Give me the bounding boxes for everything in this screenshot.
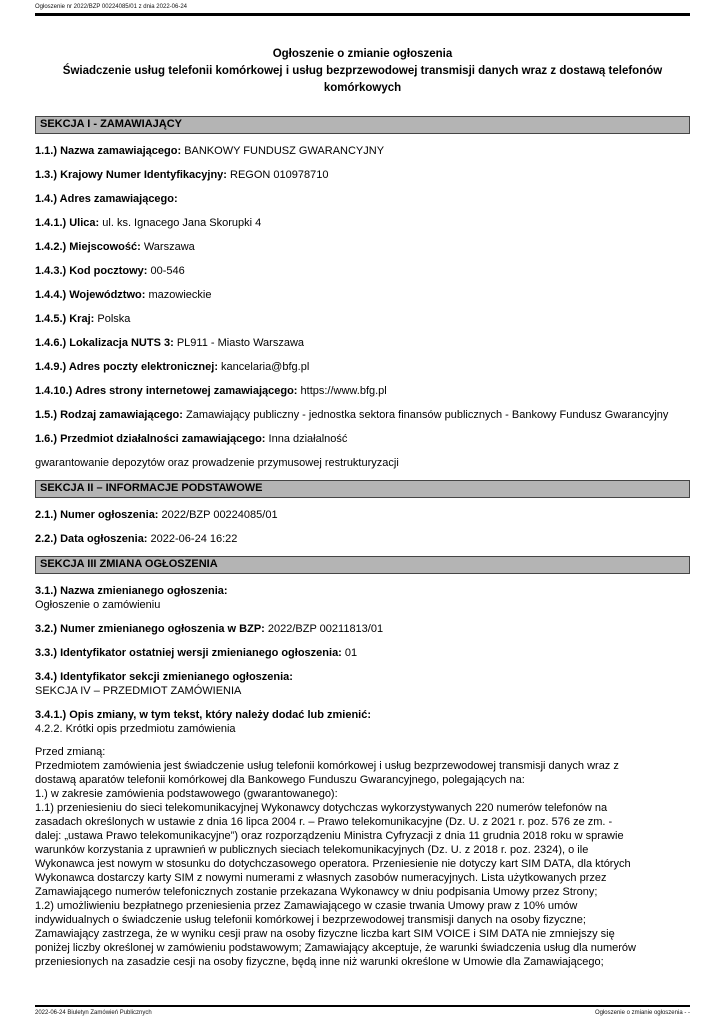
field-row — [35, 432, 690, 446]
field-label: 1.4.4.) Województwo: — [35, 289, 146, 301]
field-label: 3.4.1.) Opis zmiany, w tym tekst, który należy dodać lub zmienić: — [35, 709, 372, 721]
field-row — [35, 646, 690, 660]
field-row — [35, 264, 690, 278]
field-row — [35, 168, 690, 182]
field-value: 2022-06-24 16:22 — [150, 533, 238, 545]
field-value: Polska — [97, 313, 131, 325]
field-label: 1.4.5.) Kraj: — [35, 313, 95, 325]
field-value: 4.2.2. Krótki opis przedmiotu zamówienia — [35, 723, 236, 735]
field-value: SEKCJA IV – PRZEDMIOT ZAMÓWIENIA — [35, 685, 242, 697]
field-label: 3.1.) Nazwa zmienianego ogłoszenia: — [35, 585, 228, 597]
field-label: 2.1.) Numer ogłoszenia: — [35, 509, 159, 521]
field-value: Ogłoszenie o zamówieniu — [35, 599, 161, 611]
field-label: 2.2.) Data ogłoszenia: — [35, 533, 148, 545]
field-row — [35, 508, 690, 522]
field-value: Inna działalność — [268, 433, 348, 445]
field-row — [35, 216, 690, 230]
field-value: https://www.bfg.pl — [300, 385, 387, 397]
field-row — [35, 144, 690, 158]
field-row — [35, 532, 690, 546]
field-value: PL911 - Miasto Warszawa — [176, 337, 304, 349]
section-informacje-podstawowe — [35, 480, 690, 546]
footer — [35, 1005, 690, 1017]
field-value: BANKOWY FUNDUSZ GWARANCYJNY — [184, 145, 385, 157]
title-subject: Świadczenie usług telefonii komórkowej i usług bezprzewodowej transmisji danych wraz z dostawą telefonów komórkowych — [62, 65, 663, 94]
section-heading-bar: SEKCJA III ZMIANA OGŁOSZENIA — [35, 556, 690, 574]
field-row — [35, 360, 690, 374]
field-row — [35, 312, 690, 326]
field-row — [35, 384, 690, 398]
field-value: Warszawa — [143, 241, 195, 253]
field-label: 1.4.6.) Lokalizacja NUTS 3: — [35, 337, 174, 349]
field-label: 1.4.2.) Miejscowość: — [35, 241, 141, 253]
field-row — [35, 670, 690, 698]
field-label: 1.4.) Adres zamawiającego: — [35, 193, 178, 205]
field-row — [35, 584, 690, 612]
page-header-note: Ogłoszenie nr 2022/BZP 00224085/01 z dnia 2022-06-24 — [35, 4, 188, 10]
field-row — [35, 192, 690, 206]
header-divider-rule — [35, 13, 690, 16]
change-paragraph: Przedmiotem zamówienia jest świadczenie usług telefonii komórkowej i usług bezprzewodowej transmisji danych wraz z dostawą aparatów telefonii komórkowej dla Bankowego Funduszu Gwarancyjnego, polegających na: 1.) w zakresie zamówienia podstawowego (gwarantowanego): 1.1) przeniesieniu do sieci telekomunikacyjnej Wykonawcy dotychczas wykorzystywanych 220 numerów telefonów na zasadach określonych w ustawie z dnia 16 lipca 2004 r. – Prawo telekomunikacyjne (Dz. U. z 2021 r. poz. 576 ze zm. - dalej: „ustawa Prawo telekomunikacyjne”) oraz rozporządzeniu Ministra Cyfryzacji z dnia 11 grudnia 2018 roku w sprawie warunków korzystania z uprawnień w publicznych sieciach telekomunikacyjnych (Dz. U. z 2018 r. poz. 2324), o ile Wykonawca jest nowym w stosunku do dotychczasowego operatora. Przeniesienie nie dotyczy kart SIM DATA, dla których Wykonawca dostarczy karty SIM z nowymi numerami z własnych zasobów numeracyjnych. Lista użytkowanych przez Zamawiającego numerów telefonicznych zostanie przekazana Wykonawcy w dniu podpisania Umowy przez Strony; 1.2) umożliwieniu bezpłatnego przeniesienia przez Zamawiającego w czasie trwania Umowy praw z 10% umów indywidualnych o świadczenie usług telefonii komórkowej i bezprzewodowej transmisji danych na osoby fizyczne; Zamawiający zastrzega, że w wyniku cesji praw na osoby fizyczne liczba kart SIM VOICE i SIM DATA nie zmniejszy się poniżej liczby określonej w zamówieniu podstawowym; Zamawiający akceptuje, że warunki świadczenia usług dla numerów przeniesionych na zasadzie cesji na osoby fizyczne, będą inne niż warunki określone w Umowie dla Zamawiającego; — [35, 760, 636, 968]
section-note: gwarantowanie depozytów oraz prowadzenie przymusowej restrukturyzacji — [35, 457, 399, 469]
footer-left: 2022-06-24 Biuletyn Zamówień Publicznych — [35, 1010, 152, 1016]
footer-right: Ogłoszenie o zmianie ogłoszenia - - — [594, 1010, 690, 1016]
field-label: 1.5.) Rodzaj zamawiającego: — [35, 409, 183, 421]
field-row — [35, 288, 690, 302]
field-label: 1.6.) Przedmiot działalności zamawiającego: — [35, 433, 266, 445]
field-label: 3.3.) Identyfikator ostatniej wersji zmienianego ogłoszenia: — [35, 647, 342, 659]
field-label: 1.4.1.) Ulica: — [35, 217, 100, 229]
field-value: 2022/BZP 00224085/01 — [161, 509, 278, 521]
field-row — [35, 622, 690, 636]
document-page — [35, 3, 690, 969]
field-value: kancelaria@bfg.pl — [221, 361, 310, 373]
field-label: 1.1.) Nazwa zamawiającego: — [35, 145, 182, 157]
field-value: Zamawiający publiczny - jednostka sektora finansów publicznych - Bankowy Fundusz Gwarancyjny — [186, 409, 669, 421]
field-label: 1.4.10.) Adres strony internetowej zamawiającego: — [35, 385, 298, 397]
section-zamawiajacy — [35, 116, 690, 470]
field-value: mazowieckie — [148, 289, 212, 301]
field-value: 01 — [344, 647, 358, 659]
field-row — [35, 240, 690, 254]
field-row — [35, 408, 690, 422]
page-title — [35, 46, 690, 97]
field-row — [35, 336, 690, 350]
field-label: 1.4.3.) Kod pocztowy: — [35, 265, 148, 277]
field-label: 3.4.) Identyfikator sekcji zmienianego ogłoszenia: — [35, 671, 293, 683]
section-zmiana-ogloszenia — [35, 556, 690, 969]
field-value: 2022/BZP 00211813/01 — [267, 623, 384, 635]
field-value: REGON 010978710 — [230, 169, 329, 181]
field-label: 1.4.9.) Adres poczty elektronicznej: — [35, 361, 218, 373]
field-row — [35, 708, 690, 736]
field-label: 3.2.) Numer zmienianego ogłoszenia w BZP: — [35, 623, 265, 635]
field-value: ul. ks. Ignacego Jana Skorupki 4 — [102, 217, 262, 229]
field-value: 00-546 — [150, 265, 185, 277]
change-intro: Przed zmianą: — [35, 746, 106, 758]
title-line: Ogłoszenie o zmianie ogłoszenia — [272, 48, 453, 60]
section-heading-bar: SEKCJA II – INFORMACJE PODSTAWOWE — [35, 480, 690, 498]
section-heading-bar: SEKCJA I - ZAMAWIAJĄCY — [35, 116, 690, 134]
field-label: 1.3.) Krajowy Numer Identyfikacyjny: — [35, 169, 227, 181]
